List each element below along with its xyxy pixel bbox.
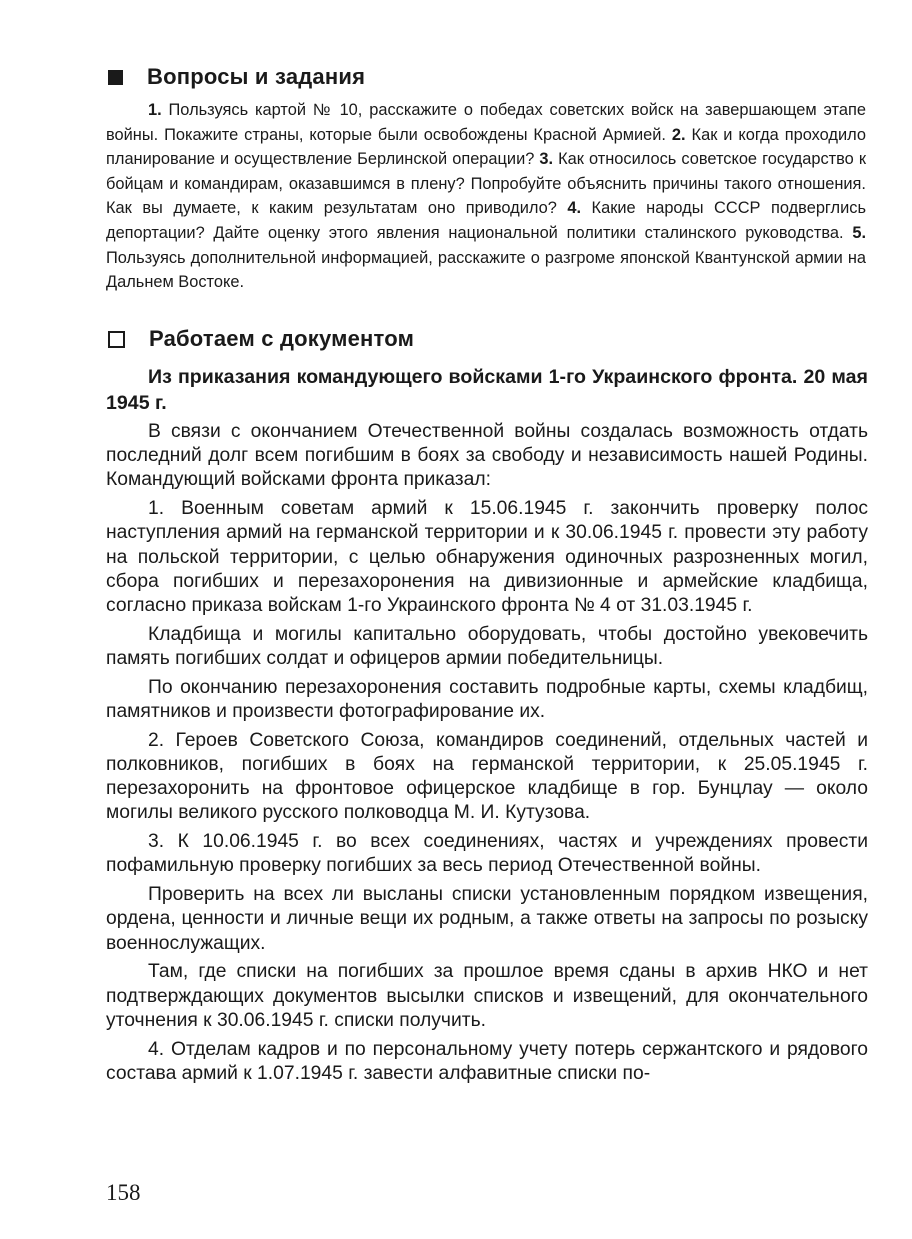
question-number: 5. — [852, 223, 866, 242]
question-text: Какие народы СССР подверглись депортации? Дайте оценку этого явления национальной политики сталинского руководства. — [106, 199, 867, 242]
question-text: Как и когда проходило планирование и осуществление Берлинской операции? — [106, 125, 867, 169]
document-heading — [106, 326, 866, 352]
document-paragraph: Кладбища и могилы капитально оборудовать, чтобы достойно увековечить память погибших солдат и офицеров армии победительницы. — [106, 623, 868, 670]
page-number: 158 — [106, 1180, 141, 1205]
document-paragraph: По окончанию перезахоронения составить подробные карты, схемы кладбищ, памятников и произвести фотографирование их. — [106, 676, 868, 723]
question-text: Пользуясь дополнительной информацией, расскажите о разгроме японской Квантунской армии на Дальнем Востоке. — [106, 248, 866, 292]
question-text: Как относилось советское государство к бойцам и командирам, оказавшимся в плену? Попробуйте объяснить причины такого отношения. Как вы думаете, к каким результатам оно приводило? — [106, 150, 866, 218]
empty-square-icon — [108, 331, 125, 348]
document-paragraph: Там, где списки на погибших за прошлое время сданы в архив НКО и нет подтверждающих документов высылки списков и извещений, для окончательного уточнения к 30.06.1945 г. списки получить. — [106, 961, 868, 1031]
document-paragraph: 2. Героев Советского Союза, командиров соединений, отдельных частей и полковников, погибших в боях на германской территории, к 25.05.1945 г. перезахоронить на фронтовое офицерское кладбище в гор. Бунцлау — около могилы великого русского полководца М. И. Кутузова. — [106, 729, 868, 824]
document-body — [106, 420, 868, 1091]
question-text: Пользуясь картой № 10, расскажите о победах советских войск на завершающем этапе войны. Покажите страны, которые были освобождены Красной Армией. — [106, 101, 866, 144]
questions-heading — [106, 64, 866, 90]
document-paragraph: Проверить на всех ли высланы списки установленным порядком извещения, ордена, ценности и личные вещи их родным, а также ответы на запросы по розыску военнослужащих. — [106, 884, 868, 954]
document-paragraph: 1. Военным советам армий к 15.06.1945 г. закончить проверку полос наступления армий на германской территории и к 30.06.1945 г. провести эту работу на польской территории, с целью обнаружения одиночных разрозненных могил, сбора погибших и перезахоронения на дивизионные и армейские кладбища, согласно приказа войскам 1-го Украинского фронта № 4 от 31.03.1945 г. — [106, 498, 868, 617]
questions-paragraph — [106, 98, 866, 295]
document-paragraph: 4. Отделам кадров и по персональному учету потерь сержантского и рядового состава армий к 1.07.1945 г. завести алфавитные списки по- — [106, 1038, 868, 1084]
document-paragraph: 3. К 10.06.1945 г. во всех соединениях, частях и учреждениях провести пофамильную проверку погибших за весь период Отечественной войны. — [106, 831, 868, 877]
question-number: 2. — [671, 125, 686, 144]
question-number: 1. — [148, 101, 162, 119]
question-number: 4. — [567, 199, 582, 218]
questions-heading-text: Вопросы и задания — [147, 64, 366, 89]
document-heading-text: Работаем с документом — [149, 326, 415, 351]
document-paragraph: В связи с окончанием Отечественной войны создалась возможность отдать последний долг всем погибшим в боях за свободу и независимость нашей Родины. Командующий войсками фронта приказал: — [106, 421, 868, 491]
filled-square-icon — [108, 70, 123, 85]
document-title: Из приказания командующего войсками 1-го Украинского фронта. 20 мая 1945 г. — [106, 366, 868, 414]
question-number: 3. — [539, 150, 554, 169]
